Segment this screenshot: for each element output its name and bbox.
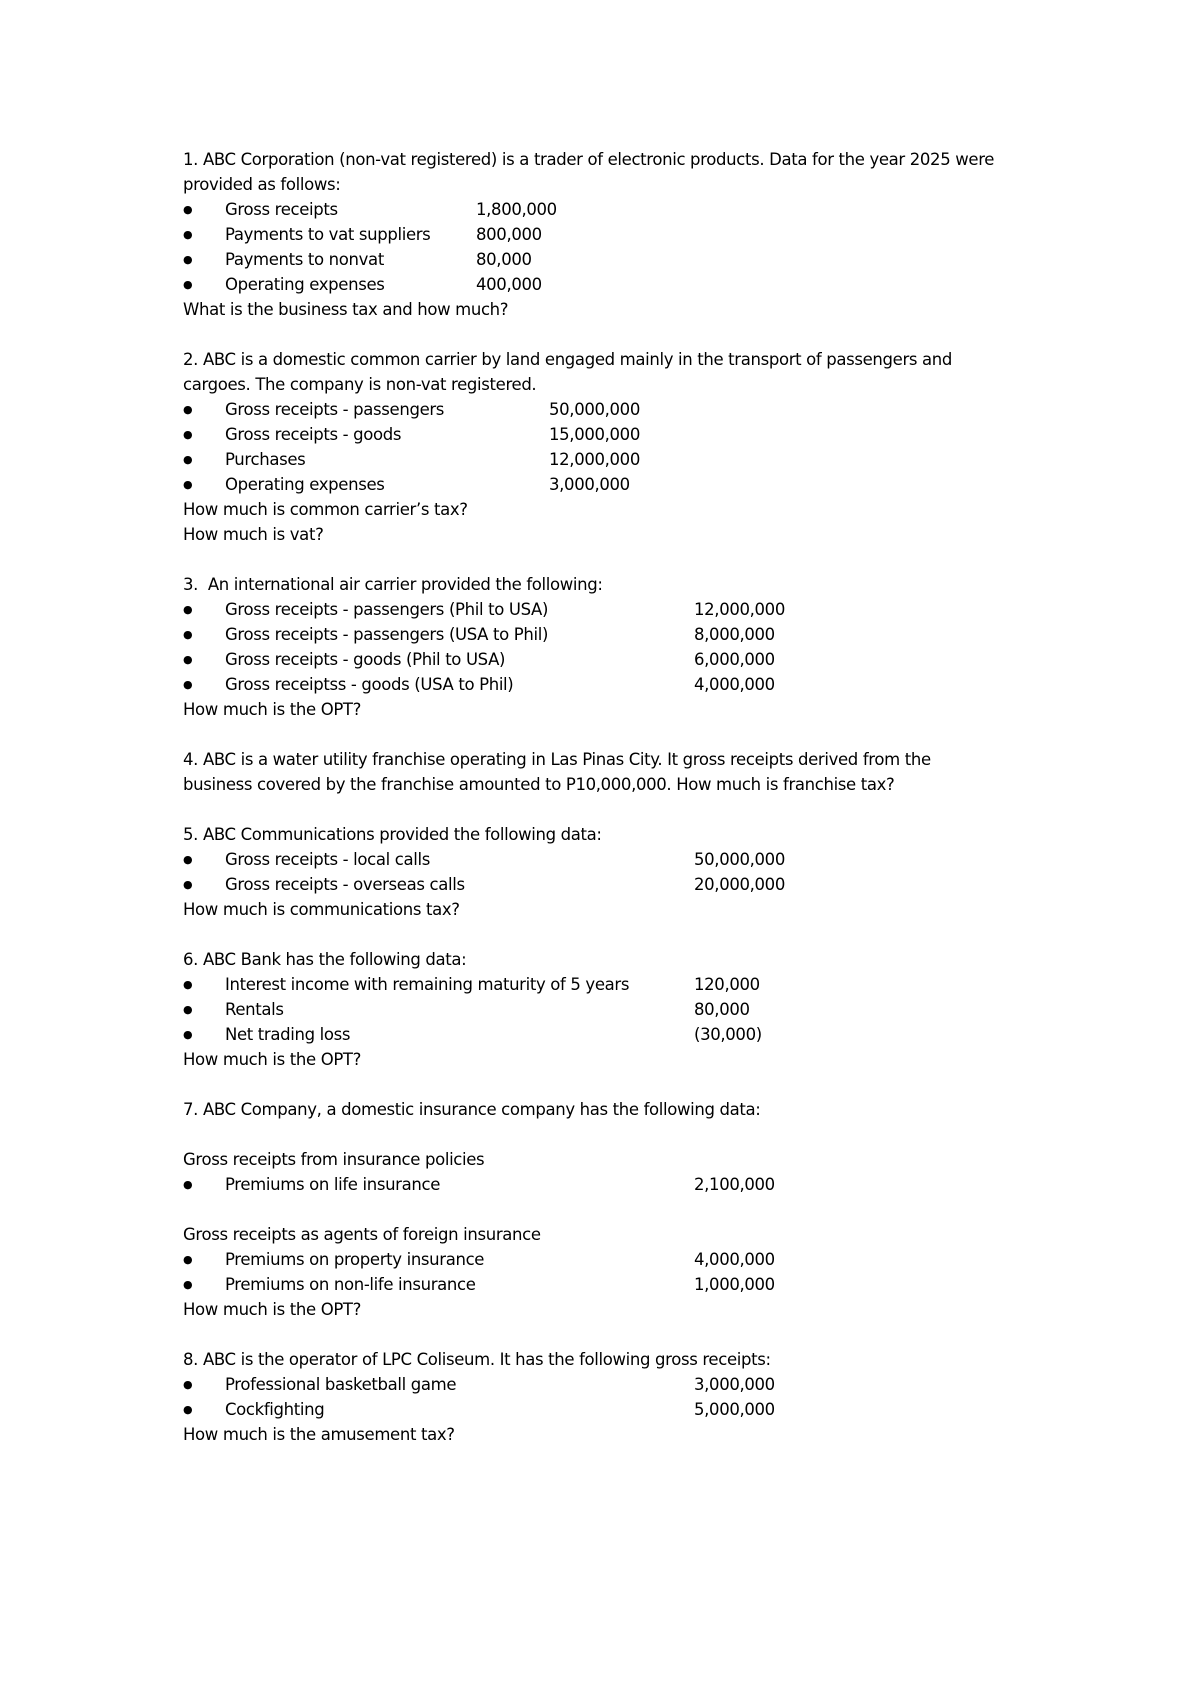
spacer: [183, 797, 1063, 822]
list-item: [183, 1172, 1063, 1197]
item-amount: 120,000: [694, 975, 760, 994]
item-amount: 1,800,000: [476, 200, 557, 219]
item-label: Gross receipts - passengers: [225, 400, 445, 419]
bullet-icon: ●: [183, 228, 193, 241]
item-label: Gross receipts - overseas calls: [225, 875, 465, 894]
question-3: [183, 572, 1063, 722]
item-amount: 3,000,000: [549, 475, 630, 494]
question-7-subheading-2: Gross receipts as agents of foreign insurance: [183, 1225, 541, 1244]
list-item: [183, 672, 1063, 697]
item-label: Gross receipts - passengers (USA to Phil): [225, 625, 549, 644]
question-4-intro-line-2: business covered by the franchise amounted to P10,000,000. How much is franchise tax?: [183, 775, 895, 794]
spacer: [183, 1122, 1063, 1147]
spacer: [183, 547, 1063, 572]
question-2: [183, 347, 1063, 547]
spacer: [183, 1072, 1063, 1097]
question-8: [183, 1347, 1063, 1447]
bullet-icon: ●: [183, 878, 193, 891]
item-label: Net trading loss: [225, 1025, 351, 1044]
question-3-intro: 3. An international air carrier provided the following:: [183, 575, 603, 594]
list-item: [183, 422, 1063, 447]
bullet-icon: ●: [183, 603, 193, 616]
bullet-icon: ●: [183, 1253, 193, 1266]
item-amount: 4,000,000: [694, 675, 775, 694]
item-amount: 1,000,000: [694, 1275, 775, 1294]
question-2-ask-2: How much is vat?: [183, 525, 324, 544]
spacer: [183, 1197, 1063, 1222]
item-amount: 12,000,000: [694, 600, 785, 619]
item-label: Gross receipts - passengers (Phil to USA): [225, 600, 549, 619]
question-5: [183, 822, 1063, 922]
bullet-icon: ●: [183, 1278, 193, 1291]
item-label: Gross receipts - goods (Phil to USA): [225, 650, 506, 669]
bullet-icon: ●: [183, 1028, 193, 1041]
list-item: [183, 972, 1063, 997]
item-label: Gross receipts - local calls: [225, 850, 430, 869]
list-item: [183, 1372, 1063, 1397]
list-item: [183, 597, 1063, 622]
item-amount: 8,000,000: [694, 625, 775, 644]
question-1-ask: What is the business tax and how much?: [183, 300, 509, 319]
list-item: [183, 247, 1063, 272]
item-label: Operating expenses: [225, 275, 385, 294]
item-amount: 50,000,000: [694, 850, 785, 869]
question-7-intro: 7. ABC Company, a domestic insurance company has the following data:: [183, 1100, 761, 1119]
spacer: [183, 1322, 1063, 1347]
question-5-ask: How much is communications tax?: [183, 900, 460, 919]
item-label: Payments to nonvat: [225, 250, 384, 269]
item-amount: 5,000,000: [694, 1400, 775, 1419]
bullet-icon: ●: [183, 203, 193, 216]
spacer: [183, 322, 1063, 347]
item-amount: 3,000,000: [694, 1375, 775, 1394]
item-label: Operating expenses: [225, 475, 385, 494]
item-amount: 80,000: [694, 1000, 750, 1019]
question-7: [183, 1097, 1063, 1322]
bullet-icon: ●: [183, 478, 193, 491]
item-label: Premiums on life insurance: [225, 1175, 441, 1194]
list-item: [183, 472, 1063, 497]
question-4: [183, 747, 1063, 797]
item-amount: 50,000,000: [549, 400, 640, 419]
list-item: [183, 272, 1063, 297]
bullet-icon: ●: [183, 1003, 193, 1016]
item-label: Gross receipts: [225, 200, 338, 219]
list-item: [183, 222, 1063, 247]
item-amount: 80,000: [476, 250, 532, 269]
question-8-ask: How much is the amusement tax?: [183, 1425, 455, 1444]
question-2-intro-line-1: 2. ABC is a domestic common carrier by land engaged mainly in the transport of passengers and: [183, 350, 953, 369]
list-item: [183, 447, 1063, 472]
bullet-icon: ●: [183, 653, 193, 666]
bullet-icon: ●: [183, 978, 193, 991]
item-amount: 800,000: [476, 225, 542, 244]
list-item: [183, 397, 1063, 422]
list-item: [183, 1272, 1063, 1297]
question-7-subheading-1: Gross receipts from insurance policies: [183, 1150, 485, 1169]
bullet-icon: ●: [183, 628, 193, 641]
item-amount: 6,000,000: [694, 650, 775, 669]
bullet-icon: ●: [183, 453, 193, 466]
question-1-intro-line-2: provided as follows:: [183, 175, 341, 194]
question-6-ask: How much is the OPT?: [183, 1050, 362, 1069]
bullet-icon: ●: [183, 1403, 193, 1416]
item-label: Purchases: [225, 450, 306, 469]
question-4-intro-line-1: 4. ABC is a water utility franchise operating in Las Pinas City. It gross receipts derived from the: [183, 750, 931, 769]
bullet-icon: ●: [183, 1378, 193, 1391]
question-2-ask-1: How much is common carrier’s tax?: [183, 500, 468, 519]
item-label: Payments to vat suppliers: [225, 225, 431, 244]
item-label: Professional basketball game: [225, 1375, 457, 1394]
item-label: Interest income with remaining maturity of 5 years: [225, 975, 630, 994]
document-body: [183, 147, 1063, 1447]
spacer: [183, 722, 1063, 747]
list-item: [183, 1022, 1063, 1047]
bullet-icon: ●: [183, 428, 193, 441]
list-item: [183, 1397, 1063, 1422]
list-item: [183, 847, 1063, 872]
item-amount: 400,000: [476, 275, 542, 294]
question-2-intro-line-2: cargoes. The company is non-vat registered.: [183, 375, 537, 394]
list-item: [183, 622, 1063, 647]
list-item: [183, 872, 1063, 897]
bullet-icon: ●: [183, 853, 193, 866]
item-label: Premiums on non-life insurance: [225, 1275, 476, 1294]
question-7-ask: How much is the OPT?: [183, 1300, 362, 1319]
question-6-intro: 6. ABC Bank has the following data:: [183, 950, 467, 969]
item-label: Gross receiptss - goods (USA to Phil): [225, 675, 514, 694]
question-3-ask: How much is the OPT?: [183, 700, 362, 719]
item-amount: 4,000,000: [694, 1250, 775, 1269]
bullet-icon: ●: [183, 403, 193, 416]
item-label: Rentals: [225, 1000, 284, 1019]
question-6: [183, 947, 1063, 1072]
bullet-icon: ●: [183, 678, 193, 691]
item-amount: (30,000): [694, 1025, 762, 1044]
bullet-icon: ●: [183, 278, 193, 291]
spacer: [183, 922, 1063, 947]
item-label: Cockfighting: [225, 1400, 325, 1419]
question-1-intro-line-1: 1. ABC Corporation (non-vat registered) is a trader of electronic products. Data for the year 2025 were: [183, 150, 995, 169]
item-amount: 12,000,000: [549, 450, 640, 469]
item-amount: 20,000,000: [694, 875, 785, 894]
bullet-icon: ●: [183, 1178, 193, 1191]
item-label: Premiums on property insurance: [225, 1250, 485, 1269]
bullet-icon: ●: [183, 253, 193, 266]
list-item: [183, 997, 1063, 1022]
list-item: [183, 1247, 1063, 1272]
item-amount: 15,000,000: [549, 425, 640, 444]
question-5-intro: 5. ABC Communications provided the following data:: [183, 825, 602, 844]
list-item: [183, 647, 1063, 672]
question-1: [183, 147, 1063, 322]
item-amount: 2,100,000: [694, 1175, 775, 1194]
item-label: Gross receipts - goods: [225, 425, 402, 444]
list-item: [183, 197, 1063, 222]
question-8-intro: 8. ABC is the operator of LPC Coliseum. It has the following gross receipts:: [183, 1350, 771, 1369]
